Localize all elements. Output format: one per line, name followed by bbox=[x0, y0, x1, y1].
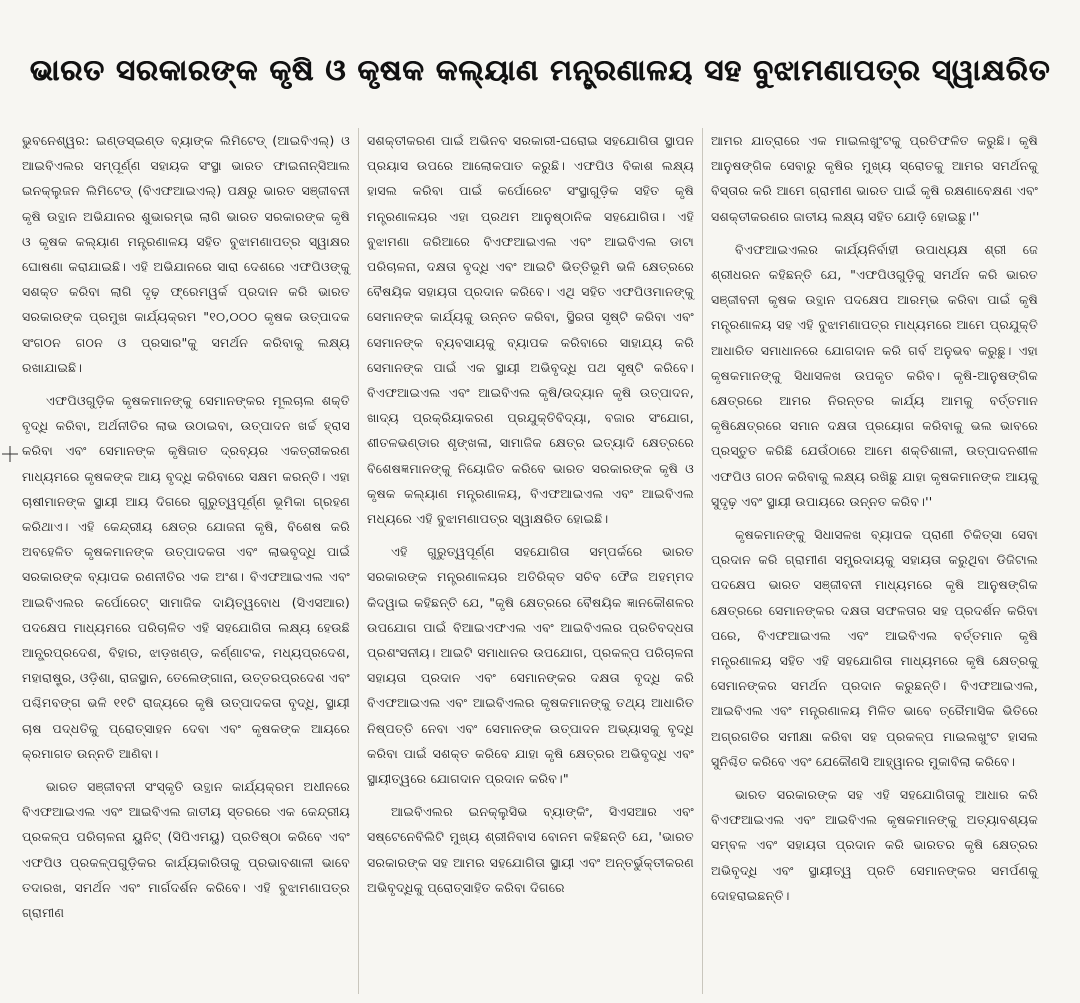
paragraph: ଭୁବନେଶ୍ୱର: ଇଣ୍ଡସ୍‌ଇଣ୍ଡ ବ୍ୟାଙ୍କ ଲିମିଟେଡ୍ (ଆଇବିଏଲ୍) ଓ ଆଇବିଏଲର ସମ୍ପୂର୍ଣ୍ଣ ସହାୟକ ସଂସ୍ଥା ଭାରତ ଫାଇନାନ୍ସିଆଲ ଇନକ୍ଲୁଜନ ଲିମିଟେଡ୍ (ବିଏଫଆଇଏଲ୍) ପକ୍ଷରୁ ଭାରତ ସଞ୍ଜୀବନୀ କୃଷି ଉତ୍ଥାନ ଅଭିଯାନର ଶୁଭାରମ୍ଭ ଲାଗି ଭାରତ ସରକାରଙ୍କ କୃଷି ଓ କୃଷକ କଲ୍ୟାଣ ମନ୍ତ୍ରଣାଳୟ ସହିତ ବୁଝାମଣାପତ୍ର ସ୍ୱାକ୍ଷର ଘୋଷଣା କରାଯାଇଛି। ଏହି ଅଭିଯାନରେ ସାରା ଦେଶରେ ଏଫପିଓଙ୍କୁ ସଶକ୍ତ କରିବା ଲାଗି ଦୃଢ଼ ଫ୍ରେମୱର୍କ ପ୍ରଦାନ କରି ଭାରତ ସରକାରଙ୍କ ପ୍ରମୁଖ କାର୍ଯ୍ୟକ୍ରମ "୧୦,୦୦୦ କୃଷକ ଉତ୍ପାଦକ ସଂଗଠନ ଗଠନ ଓ ପ୍ରସାର"କୁ ସମର୍ଥନ କରିବାକୁ ଲକ୍ଷ୍ୟ ରଖାଯାଇଛି। bbox=[22, 133, 350, 375]
headline: ଭାରତ ସରକାରଙ୍କ କୃଷି ଓ କୃଷକ କଲ୍ୟାଣ ମନ୍ତ୍ରଣାଳୟ ସହ ବୁଝାମଣାପତ୍ର ସ୍ୱାକ୍ଷରିତ bbox=[29, 52, 1051, 87]
paragraph: କୃଷକମାନଙ୍କୁ ସିଧାସଳଖ ବ୍ୟାପକ ପ୍ରାଣୀ ଚିକିତ୍ସା ସେବା ପ୍ରଦାନ କରି ଗ୍ରାମୀଣ ସମ୍ପ୍ରଦାୟକୁ ସହାୟତା କରୁଥିବା ଡିଜିଟାଲ ପଦକ୍ଷେପ ଭାରତ ସଞ୍ଜୀବନୀ ମାଧ୍ୟମରେ କୃଷି ଆନୁଷଙ୍ଗିକ କ୍ଷେତ୍ରରେ ସେମାନଙ୍କର ଦକ୍ଷତା ସଫଳତାର ସହ ପ୍ରଦର୍ଶନ କରିବା ପରେ, ବିଏଫଆଇଏଲ ଏବଂ ଆଇବିଏଲ ବର୍ତ୍ତମାନ କୃଷି ମନ୍ତ୍ରଣାଳୟ ସହିତ ଏହି ସହଯୋଗିତା ମାଧ୍ୟମରେ କୃଷି କ୍ଷେତ୍ରକୁ ସେମାନଙ୍କର ସମର୍ଥନ ପ୍ରଦାନ କରୁଛନ୍ତି। ବିଏଫଆଇଏଲ, ଆଇବିଏଲ ଏବଂ ମନ୍ତ୍ରଣାଳୟ ମିଳିତ ଭାବେ ତ୍ରୈମାସିକ ଭିତିରେ ଅଗ୍ରଗତିର ସମୀକ୍ଷା କରିବା ସହ ପ୍ରକଳ୍ପ ମାଇଲଖୁଂଟ ହାସଲ ସୁନିଶ୍ଚିତ କରିବେ ଏବଂ ଯେକୌଣସି ଆହ୍ୱାନର ମୁକାବିଲା କରିବେ। bbox=[711, 527, 1038, 769]
paragraph: ଆଇବିଏଲର ଇନକ୍ଲୁସିଭ ବ୍ୟାଙ୍କିଂ, ସିଏସଆର ଏବଂ ସଷ୍ଟେନେବିଲିଟି ମୁଖ୍ୟ ଶ୍ରୀନିବାସ ବୋନମ କହିଛନ୍ତି ଯେ, 'ଭାରତ ସରକାରଙ୍କ ସହ ଆମର ସହଯୋଗିତା ସ୍ଥାୟୀ ଏବଂ ଅନ୍ତର୍ଭୁକ୍ତୀକରଣ ଅଭିବୃଦ୍ଧିକୁ ପ୍ରୋତ୍ସାହିତ କରିବା ଦିଗରେ bbox=[367, 804, 694, 895]
article-column-3 bbox=[702, 128, 1046, 994]
paragraph: ସଶକ୍ତୀକରଣ ପାଇଁ ଅଭିନବ ସରକାରୀ-ଘରୋଇ ସହଯୋଗିତା ସ୍ଥାପନ ପ୍ରୟାସ ଉପରେ ଆଲୋକପାତ କରୁଛି। ଏଫପିଓ ବିକାଶ ଲକ୍ଷ୍ୟ ହାସଲ କରିବା ପାଇଁ କର୍ପୋରେଟ ସଂସ୍ଥାଗୁଡ଼ିକ ସହିତ କୃଷି ମନ୍ତ୍ରଣାଳୟର ଏହା ପ୍ରଥମ ଆନୁଷ୍ଠାନିକ ସହଯୋଗିତା। ଏହି ବୁଝାମଣା ଜରିଆରେ ବିଏଫଆଇଏଲ ଏବଂ ଆଇବିଏଲ ଡାଟା ପରିଚାଳନା, ଦକ୍ଷତା ବୃଦ୍ଧି ଏବଂ ଆଇଟି ଭିତ୍ତିଭୂମି ଭଳି କ୍ଷେତ୍ରରେ ବୈଷୟିକ ସହାୟତା ପ୍ରଦାନ କରିବେ। ଏଥି ସହିତ ଏଫପିଓମାନଙ୍କୁ ସେମାନଙ୍କ କାର୍ଯ୍ୟକୁ ଉନ୍ନତ କରିବା, ସ୍ଥିରତା ସୃଷ୍ଟି କରିବା ଏବଂ ସେମାନଙ୍କ ବ୍ୟବସାୟକୁ ବ୍ୟାପକ କରିବାରେ ସାହାଯ୍ୟ କରି ସେମାନଙ୍କ ପାଇଁ ଏକ ସ୍ଥାୟୀ ଅଭିବୃଦ୍ଧି ପଥ ସୃଷ୍ଟି କରିବେ। ବିଏଫଆଇଏଲ ଏବଂ ଆଇବିଏଲ କୃଷି/ଉଦ୍ୟାନ କୃଷି ଉତ୍ପାଦନ, ଖାଦ୍ୟ ପ୍ରକ୍ରିୟାକରଣ ପ୍ରଯୁକ୍ତିବିଦ୍ୟା, ବଜାର ସଂଯୋଗ, ଶୀତଳଭଣ୍ଡାର ଶୃଙ୍ଖଳା, ସାମାଜିକ କ୍ଷେତ୍ର ଇତ୍ୟାଦି କ୍ଷେତ୍ରରେ ବିଶେଷଜ୍ଞମାନଙ୍କୁ ନିୟୋଜିତ କରିବେ ଭାରତ ସରକାରଙ୍କ କୃଷି ଓ କୃଷକ କଲ୍ୟାଣ ମନ୍ତ୍ରଣାଳୟ, ବିଏଫଆଇଏଲ ଏବଂ ଆଇବିଏଲ ମଧ୍ୟରେ ଏହି ବୁଝାମଣାପତ୍ର ସ୍ୱାକ୍ଷରିତ ହୋଇଛି। bbox=[367, 133, 694, 527]
article-column-1 bbox=[14, 128, 358, 994]
paragraph: ଆମର ଯାତ୍ରାରେ ଏକ ମାଇଲଖୁଂଟକୁ ପ୍ରତିଫଳିତ କରୁଛି। କୃଷି ଆନୁଷଙ୍ଗିକ ସେବାରୁ କୃଷିର ମୁଖ୍ୟ ସ୍ରୋତକୁ ଆମର ସମର୍ଥନକୁ ବିସ୍ତାର କରି ଆମେ ଗ୍ରାମୀଣ ଭାରତ ପାଇଁ କୃଷି ରକ୍ଷଣାବେକ୍ଷଣ ଏବଂ ସଶକ୍ତୀକରଣର ଜାତୀୟ ଲକ୍ଷ୍ୟ ସହିତ ଯୋଡ଼ି ହୋଇଛୁ।'' bbox=[711, 133, 1038, 224]
paragraph: ଭାରତ ସଞ୍ଜୀବନୀ ସଂସ୍କୃତି ଉତ୍ଥାନ କାର୍ଯ୍ୟକ୍ରମ ଅଧୀନରେ ବିଏଫଆଇଏଲ ଏବଂ ଆଇବିଏଲ ଜାତୀୟ ସ୍ତରରେ ଏକ କେନ୍ଦ୍ରୀୟ ପ୍ରକଳ୍ପ ପରିଚାଳନା ୟୁନିଟ୍ (ସିପିଏମୟୁ) ପ୍ରତିଷ୍ଠା କରିବେ ଏବଂ ଏଫପିଓ ପ୍ରକଳ୍ପଗୁଡ଼ିକର କାର୍ଯ୍ୟକାରିତାକୁ ପ୍ରଭାବଶାଳୀ ଭାବେ ତଦାରଖ, ସମର୍ଥନ ଏବଂ ମାର୍ଗଦର୍ଶନ କରିବେ। ଏହି ବୁଝାମଣାପତ୍ର ଗ୍ରାମୀଣ bbox=[22, 779, 350, 921]
paragraph: ଏଫପିଓଗୁଡ଼ିକ କୃଷକମାନଙ୍କୁ ସେମାନଙ୍କର ମୂଲଚାଲ ଶକ୍ତି ବୃଦ୍ଧି କରିବା, ଅର୍ଥନୀତିର ଲାଭ ଉଠାଇବା, ଉତ୍ପାଦନ ଖର୍ଚ୍ଚ ହ୍ରାସ କରିବା ଏବଂ ସେମାନଙ୍କ କୃଷିଜାତ ଦ୍ରବ୍ୟର ଏକତ୍ରୀକରଣ ମାଧ୍ୟମରେ କୃଷକଙ୍କ ଆୟ ବୃଦ୍ଧି କରିବାରେ ସକ୍ଷମ କରନ୍ତି। ଏହା ଚାଷୀମାନଙ୍କ ସ୍ଥାୟୀ ଆୟ ଦିଗରେ ଗୁରୁତ୍ୱପୂର୍ଣ୍ଣ ଭୂମିକା ଗ୍ରହଣ କରିଥାଏ। ଏହି କେନ୍ଦ୍ରୀୟ କ୍ଷେତ୍ର ଯୋଜନା କୃଷି, ବିଶେଷ କରି ଅବହେଳିତ କୃଷକମାନଙ୍କ ଉତ୍ପାଦକତା ଏବଂ ଲାଭବୃଦ୍ଧି ପାଇଁ ସରକାରଙ୍କ ବ୍ୟାପକ ରଣନୀତିର ଏକ ଅଂଶ। ବିଏଫଆଇଏଲ ଏବଂ ଆଇବିଏଲର କର୍ପୋରେଟ୍ ସାମାଜିକ ଦାୟିତ୍ୱବୋଧ (ସିଏସଆର) ପଦକ୍ଷେପ ମାଧ୍ୟମରେ ପରିଚାଳିତ ଏହି ସହଯୋଗିତା ଲକ୍ଷ୍ୟ ହେଉଛି ଆନ୍ଧ୍ରପ୍ରଦେଶ, ବିହାର, ଝାଡ଼ଖଣ୍ଡ, କର୍ଣ୍ଣାଟକ, ମଧ୍ୟପ୍ରଦେଶ, ମହାରାଷ୍ଟ୍ର, ଓଡ଼ିଶା, ରାଜସ୍ଥାନ, ତେଲେଙ୍ଗାନା, ଉତ୍ତରପ୍ରଦେଶ ଏବଂ ପଶ୍ଚିମବଙ୍ଗ ଭଳି ୧୧ଟି ରାଜ୍ୟରେ କୃଷି ଉତ୍ପାଦକତା ବୃଦ୍ଧି, ସ୍ଥାୟୀ ଚାଷ ପଦ୍ଧତିକୁ ପ୍ରୋତ୍ସାହନ ଦେବା ଏବଂ କୃଷକଙ୍କ ଆୟରେ କ୍ରମାଗତ ଉନ୍ନତି ଆଣିବା। bbox=[22, 393, 350, 761]
paragraph: ଏହି ଗୁରୁତ୍ୱପୂର୍ଣ୍ଣ ସହଯୋଗିତା ସମ୍ପର୍କରେ ଭାରତ ସରକାରଙ୍କ ମନ୍ତ୍ରଣାଳୟର ଅତିରିକ୍ତ ସଚିବ ଫୈଜ ଅହମ୍ମଦ କିଦୱାଇ କହିଛନ୍ତି ଯେ, "କୃଷି କ୍ଷେତ୍ରରେ ବୈଷୟିକ ଜ୍ଞାନକୌଶଳର ଉପଯୋଗ ପାଇଁ ବିଆଇଏଫଏଲ ଏବଂ ଆଇବିଏଲର ପ୍ରତିବଦ୍ଧତା ପ୍ରଶଂସନୀୟ। ଆଇଟି ସମାଧାନର ଉପଯୋଗ, ପ୍ରକଳ୍ପ ପରିଚାଳନା ସହାୟତା ପ୍ରଦାନ ଏବଂ ସେମାନଙ୍କର ଦକ୍ଷତା ବୃଦ୍ଧି କରି ବିଏଫଆଇଏଲ ଏବଂ ଆଇବିଏଲର କୃଷକମାନଙ୍କୁ ତଥ୍ୟ ଆଧାରିତ ନିଷ୍ପତ୍ତି ନେବା ଏବଂ ସେମାନଙ୍କ ଉତ୍ପାଦନ ଅଭ୍ୟାସକୁ ବୃଦ୍ଧି କରିବା ପାଇଁ ସଶକ୍ତ କରିବେ ଯାହା କୃଷି କ୍ଷେତ୍ରର ଅଭିବୃଦ୍ଧି ଏବଂ ସ୍ଥାୟୀତ୍ୱରେ ଯୋଗଦାନ ପ୍ରଦାନ କରିବ।" bbox=[367, 544, 694, 787]
article-body bbox=[14, 128, 1066, 994]
article-column-2 bbox=[358, 128, 702, 994]
paragraph: ବିଏଫଆଇଏଲର କାର୍ଯ୍ୟନିର୍ବାହୀ ଉପାଧ୍ୟକ୍ଷ ଶ୍ରୀ ଜେ ଶ୍ରୀଧରନ କହିଛନ୍ତି ଯେ, "ଏଫପିଓଗୁଡ଼ିକୁ ସମର୍ଥନ କରି ଭାରତ ସଞ୍ଜୀବନୀ କୃଷକ ଉତ୍ଥାନ ପଦକ୍ଷେପ ଆରମ୍ଭ କରିବା ପାଇଁ କୃଷି ମନ୍ତ୍ରଣାଳୟ ସହ ଏହି ବୁଝାମଣାପତ୍ର ମାଧ୍ୟମରେ ଆମେ ପ୍ରଯୁକ୍ତି ଆଧାରିତ ସମାଧାନରେ ଯୋଗଦାନ କରି ଗର୍ବ ଅନୁଭବ କରୁଛୁ। ଏହା କୃଷକମାନଙ୍କୁ ସିଧାସଳଖ ଉପକୃତ କରିବ। କୃଷି-ଆନୁଷଙ୍ଗିକ କ୍ଷେତ୍ରରେ ଆମର ନିରନ୍ତର କାର୍ଯ୍ୟ ଆମକୁ ବର୍ତ୍ତମାନ କୃଷିକ୍ଷେତ୍ରରେ ସମାନ ଦକ୍ଷତା ପ୍ରୟୋଗ କରିବାକୁ ଭଲ ଭାବରେ ପ୍ରସ୍ତୁତ କରିଛି ଯେଉଁଠାରେ ଆମେ ଶକ୍ତିଶାଳୀ, ଉତ୍ପାଦନଶୀଳ ଏଫପିଓ ଗଠନ କରିବାକୁ ଲକ୍ଷ୍ୟ ରଖିଛୁ ଯାହା କୃଷକମାନଙ୍କ ଆୟକୁ ସୁଦୃଢ଼ ଏବଂ ସ୍ଥାୟୀ ଉପାୟରେ ଉନ୍ନତ କରିବ।'' bbox=[711, 241, 1038, 509]
paragraph: ଭାରତ ସରକାରଙ୍କ ସହ ଏହି ସହଯୋଗିତାକୁ ଆଧାର କରି ବିଏଫଆଇଏଲ ଏବଂ ଆଇବିଏଲ କୃଷକମାନଙ୍କୁ ଅତ୍ୟାବଶ୍ୟକ ସମ୍ବଳ ଏବଂ ସହାୟତା ପ୍ରଦାନ କରି ଭାରତର କୃଷି କ୍ଷେତ୍ରର ଅଭିବୃଦ୍ଧି ଏବଂ ସ୍ଥାୟୀତ୍ୱ ପ୍ରତି ସେମାନଙ୍କର ସମର୍ପଣକୁ ଦୋହରାଇଛନ୍ତି। bbox=[711, 787, 1038, 903]
